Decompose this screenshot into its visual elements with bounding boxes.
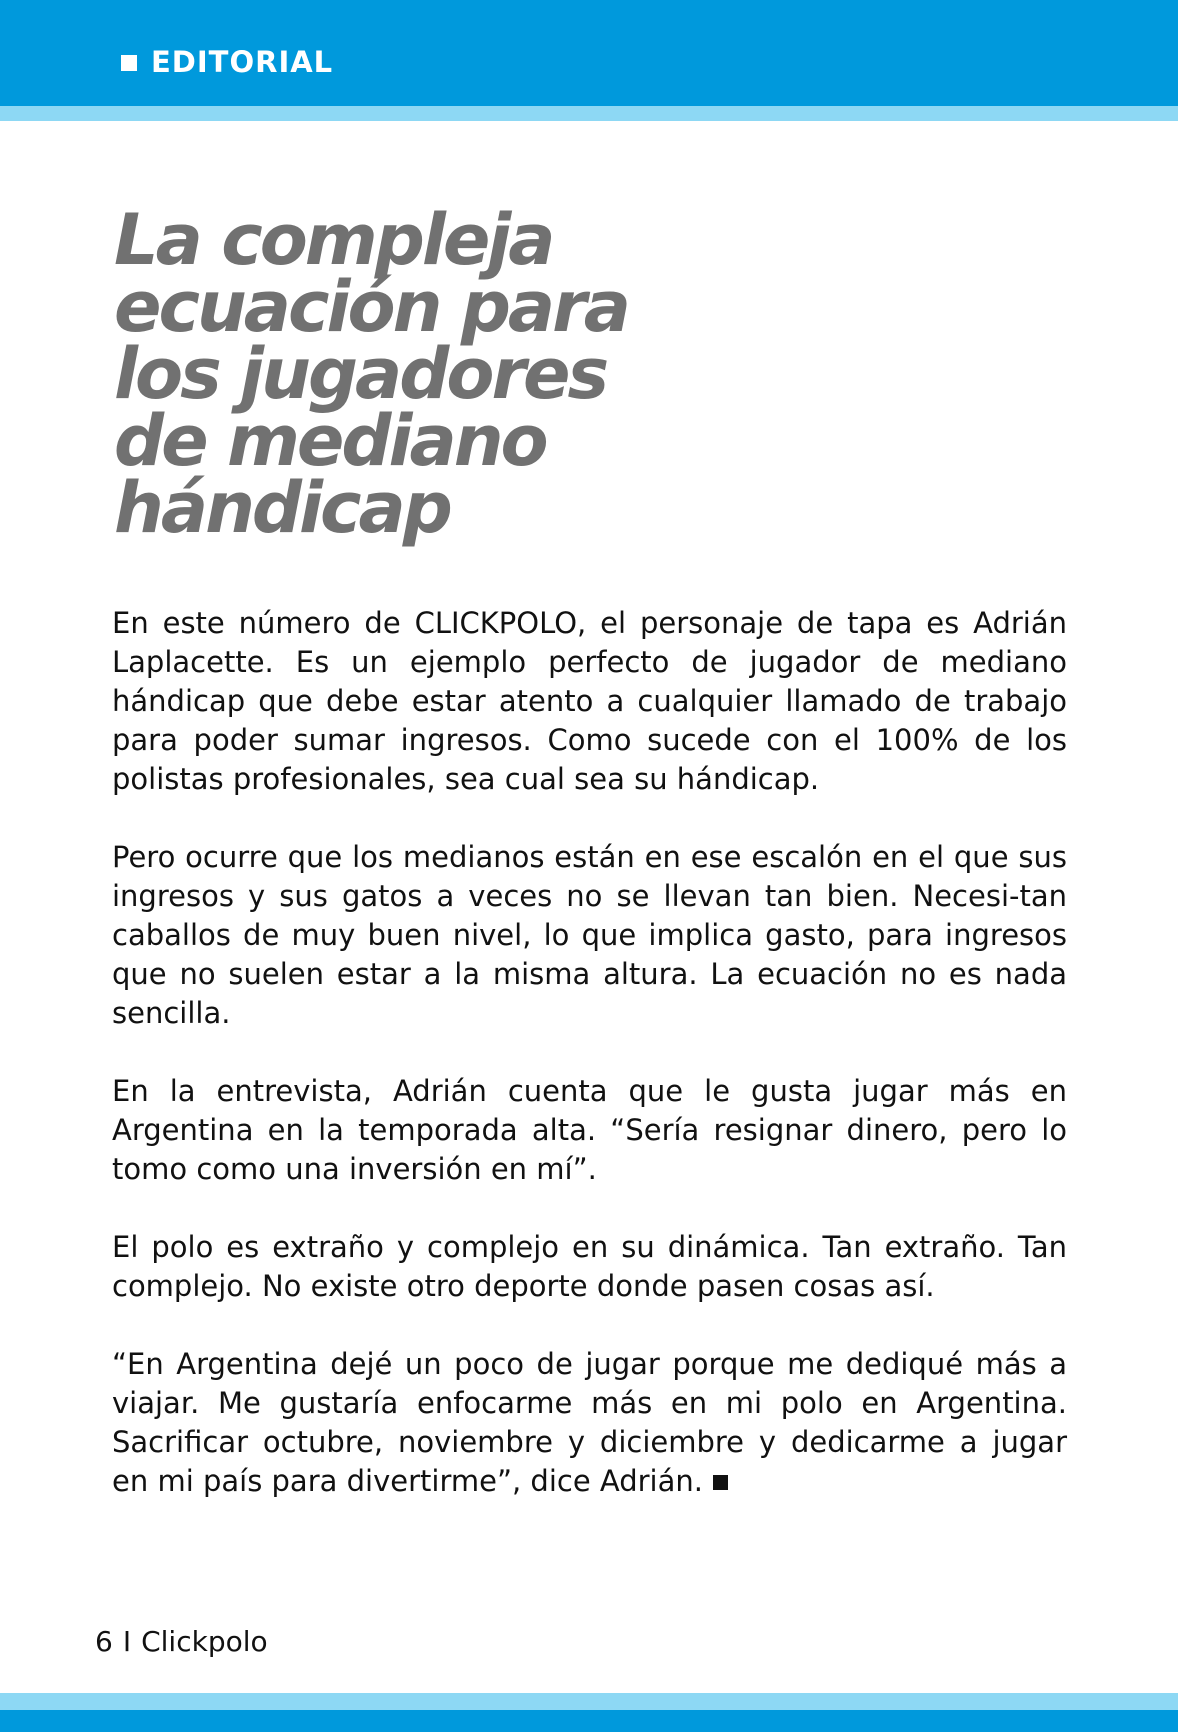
footer-separator: I bbox=[122, 1625, 132, 1658]
title-line: de mediano bbox=[114, 400, 546, 482]
page-number: 6 bbox=[95, 1625, 113, 1658]
title-line: ecuación para bbox=[114, 266, 628, 348]
title-line: La compleja bbox=[114, 199, 553, 281]
title-line: hándicap bbox=[114, 467, 450, 549]
section-label-text: EDITORIAL bbox=[151, 45, 334, 79]
article-body bbox=[112, 604, 1067, 1540]
section-label bbox=[121, 45, 334, 79]
page-footer bbox=[95, 1625, 268, 1658]
title-line: los jugadores bbox=[114, 333, 607, 415]
paragraph: En este número de CLICKPOLO, el personaje de tapa es Adrián Laplacette. Es un ejemplo perfecto de jugador de mediano hándicap que debe estar atento a cualquier llamado de trabajo para poder sumar ingresos. Como sucede con el 100% de los polistas profesionales, sea cual sea su hándicap. bbox=[112, 606, 1067, 796]
square-bullet-icon bbox=[121, 55, 137, 71]
paragraph: En la entrevista, Adrián cuenta que le gusta jugar más en Argentina en la temporada alta. “Sería resignar dinero, pero lo tomo como una inversión en mí”. bbox=[112, 1074, 1067, 1186]
header-stripe bbox=[0, 106, 1178, 121]
footer-stripe bbox=[0, 1693, 1178, 1710]
paragraph-last bbox=[112, 1345, 1067, 1501]
paragraph-text: “En Argentina dejé un poco de jugar porque me dediqué más a viajar. Me gustaría enfocarme más en mi polo en Argentina. Sacrificar octubre, noviembre y diciembre y dedicarme a jugar en mi país para divertirme”, dice Adrián. bbox=[112, 1347, 1067, 1498]
publication-name: Clickpolo bbox=[141, 1625, 268, 1658]
end-of-article-icon bbox=[713, 1475, 728, 1490]
article-title bbox=[114, 199, 714, 549]
footer-bar bbox=[0, 1710, 1178, 1732]
paragraph: El polo es extraño y complejo en su dinámica. Tan extraño. Tan complejo. No existe otro deporte donde pasen cosas así. bbox=[112, 1230, 1067, 1303]
paragraph: Pero ocurre que los medianos están en ese escalón en el que sus ingresos y sus gatos a veces no se llevan tan bien. Necesi-tan caballos de muy buen nivel, lo que implica gasto, para ingresos que no suelen estar a la misma altura. La ecuación no es nada sencilla. bbox=[112, 840, 1067, 1030]
